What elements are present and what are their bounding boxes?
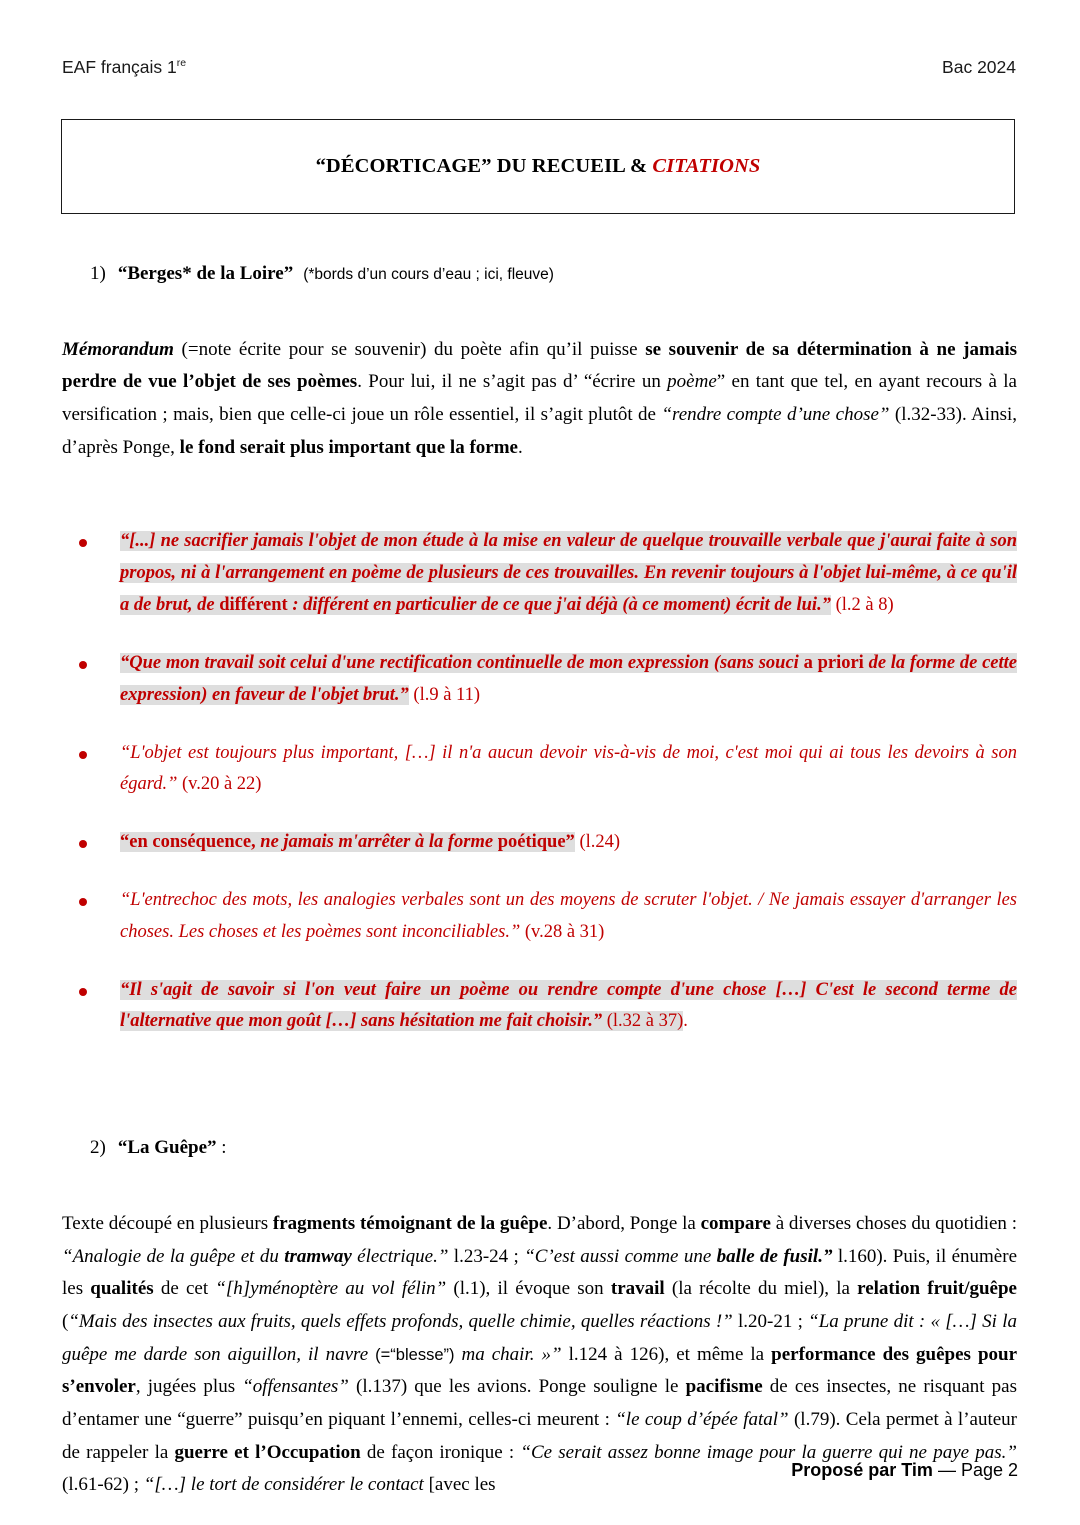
citation-item-3 (62, 738, 1017, 802)
footer-page: — Page 2 (932, 1460, 1018, 1480)
section-1-title: “Berges* de la Loire” (117, 263, 294, 284)
par1-run-a: (=note écrite pour se souvenir) du poète afin qu’il puisse (173, 338, 646, 360)
citation-5-part-1: “L'entrechoc des mots, les analogies verbales sont un des moyens de scruter l'objet. / Ne jamais essayer d'arranger les choses. Les choses et les poèmes sont inconciliables.” (120, 889, 1017, 942)
par2-sans-gloss: (=“blesse”) (375, 1345, 455, 1364)
par2-run-2: . D’abord, Ponge la (547, 1212, 701, 1234)
section-1-paragraph (62, 334, 1017, 465)
par2-run-6: de cet (153, 1278, 216, 1300)
par2-bold-8: guerre et l’Occupation (174, 1441, 361, 1463)
par1-run-e: . (517, 436, 523, 458)
citation-1-reference: (l.2 à 8) (830, 595, 894, 616)
par2-bold-2: compare (700, 1212, 771, 1234)
citation-4-highlight (120, 832, 575, 852)
section-2-number: 2) (90, 1137, 106, 1159)
memorandum-term: Mémorandum (62, 338, 174, 360)
par2-italic-2: électrique.” (351, 1245, 449, 1267)
citation-item-4 (62, 827, 1017, 859)
par2-run-18: [avec les (423, 1474, 496, 1496)
par2-run-4: l.23-24 ; (448, 1245, 525, 1267)
citation-item-1 (62, 526, 1017, 621)
title-accent: CITATIONS (652, 155, 761, 177)
citation-2-reference: (l.9 à 11) (408, 684, 481, 705)
citation-1-part-3: : différent en particulier de ce que j'ai déjà (à ce moment) écrit de lui.” (287, 595, 831, 616)
title-main: “DÉCORTICAGE” DU RECUEIL & (315, 155, 653, 177)
par2-bolditalic-1: tramway (284, 1245, 352, 1267)
section-2-paragraph (62, 1208, 1017, 1502)
par2-run-10: l.20-21 ; (732, 1310, 809, 1332)
citation-2-highlight (120, 653, 1017, 705)
par2-italic-5: “Mais des insectes aux fruits, quels effets profonds, quelle chimie, quelles réactions !” (68, 1310, 733, 1332)
running-header (62, 57, 1016, 78)
citation-2-part-1: “Que mon travail soit celui d'une rectification continuelle de mon expression (sans souci (120, 652, 804, 673)
par2-italic-1: “Analogie de la guêpe et du (62, 1245, 285, 1267)
par2-run-13: (l.137) que les avions. Ponge souligne le (348, 1376, 686, 1398)
citation-item-2 (62, 648, 1017, 712)
document-content (62, 262, 1017, 1502)
par2-bold-5: relation fruit/guêpe (857, 1278, 1017, 1300)
citation-4-reference: (l.24) (574, 832, 621, 853)
par2-run-5: l.160). Puis, il énumère les (62, 1245, 1018, 1300)
par1-run-b: . Pour lui, il ne s’agit pas d’ “écrire un (357, 371, 668, 393)
citation-6-part-1: “Il s'agit de savoir si l'on veut faire un poème ou rendre compte d'une chose […] C'est le second terme de l'alternative que mon goût […] sans hésitation me fait choisir.” (120, 979, 1017, 1032)
citation-1-part-2: différent (219, 595, 288, 616)
par2-run-15: (l.79). Cela permet à l’auteur de rappeler la (62, 1408, 1017, 1463)
citation-6-highlight (120, 980, 1017, 1032)
citation-4-part-mid: ne jamais m'arrêter à la forme (260, 832, 494, 853)
par2-run-7: (l.1), il évoque son (446, 1278, 611, 1300)
par2-italic-7: ma chair. »” (454, 1343, 562, 1365)
par2-bold-6: performance des guêpes pour s’envoler (62, 1343, 1018, 1398)
page-footer (791, 1460, 1018, 1481)
par2-italic-9: “le coup d’épée fatal” (615, 1408, 789, 1430)
citation-item-6 (62, 975, 1017, 1039)
footer-author: Proposé par Tim (791, 1460, 933, 1480)
header-left-superscript: re (176, 57, 187, 70)
par2-italic-11: “[…] le tort de considérer le contact (143, 1474, 424, 1496)
citation-list (62, 526, 1017, 1038)
header-left (62, 57, 186, 78)
title-box (61, 119, 1015, 214)
citation-4-part-1: “en conséquence, (120, 832, 261, 853)
par2-run-9: ( (62, 1310, 69, 1332)
citation-3-part-1: “L'objet est toujours plus important, […] il n'a aucun devoir vis-à-vis de moi, c'est moi qui ai tous les devoirs à son égard.” (120, 742, 1017, 795)
section-1-number: 1) (90, 263, 106, 284)
par2-run-3: à diverses choses du quotidien : (770, 1212, 1017, 1234)
par2-run-14: de ces insectes, ne risquant pas d’entamer une “guerre” puisqu’en piquant l’ennemi, celles-ci meurent : (62, 1376, 1017, 1430)
par2-run-11: l.124 à 126), et même la (561, 1343, 772, 1365)
citation-5-reference: (v.28 à 31) (520, 921, 605, 942)
header-left-text: EAF français 1 (62, 57, 177, 77)
citation-3-reference: (v.20 à 22) (177, 774, 262, 795)
par2-run-16: de façon ironique : (360, 1441, 521, 1463)
par1-run-d: (l.32-33). Ainsi, d’après Ponge, (62, 404, 1017, 458)
citation-2-part-3: de la forme de cette expression) en faveur de l'objet brut.” (120, 652, 1018, 705)
par2-run-12: , jugées plus (135, 1376, 243, 1398)
par1-bold-1: se souvenir de sa détermination à ne jamais perdre de vue l’objet de ses poèmes (62, 338, 1018, 393)
citation-6-tail: . (683, 1011, 688, 1032)
par2-italic-6: “La prune dit : « […] Si la guêpe me darde son aiguillon, il navre (62, 1310, 1017, 1365)
citation-item-5 (62, 885, 1017, 949)
section-2-colon: : (216, 1137, 227, 1159)
citation-1-part-1: “[...] ne sacrifier jamais l'objet de mon étude à la mise en valeur de quelque trouvaille verbale que j'aurai faite à son propos, ni à l'arrangement en poème de plusieurs de ces trouvailles. En revenir toujours à l'objet lui-même, à ce qu'il a de brut, de (120, 531, 1017, 616)
section-2-title: “La Guêpe” (117, 1137, 217, 1159)
par1-run-c: ” en tant que tel, en ayant recours à la versification ; mais, bien que celle-ci joue un rôle essentiel, il s’agit plutôt de (62, 371, 1017, 426)
par2-italic-10: “Ce serait assez bonne image pour la guerre qui ne paye pas.” (520, 1441, 1017, 1463)
par1-bold-2: le fond serait plus important que la forme (179, 436, 518, 458)
header-right: Bac 2024 (942, 57, 1016, 77)
section-1-note: (*bords d’un cours d’eau ; ici, fleuve) (303, 266, 554, 283)
par1-italic-2: “rendre compte d’une chose” (661, 404, 890, 426)
par2-bold-3: qualités (90, 1278, 154, 1300)
citation-6-reference: (l.32 à 37) (602, 1011, 684, 1032)
par2-italic-4: “[h]yménoptère au vol félin” (215, 1278, 447, 1300)
par2-run-17: (l.61-62) ; (62, 1474, 144, 1496)
citation-4-part-tail: poétique” (493, 832, 575, 853)
par2-bold-1: fragments témoignant de la guêpe (272, 1212, 548, 1234)
par2-bolditalic-2: balle de fusil.” (716, 1245, 833, 1267)
par1-italic-1: poème (667, 371, 717, 393)
par2-bold-7: pacifisme (685, 1376, 763, 1398)
par2-italic-3: “C’est aussi comme une (524, 1245, 717, 1267)
section-heading-2 (62, 1136, 1017, 1160)
par2-run-1: Texte découpé en plusieurs (62, 1212, 273, 1234)
par2-italic-8: “offensantes” (242, 1376, 349, 1398)
par2-bold-4: travail (610, 1278, 665, 1300)
page-title (316, 155, 761, 178)
section-heading-1 (62, 262, 1017, 286)
par2-run-8: (la récolte du miel), la (664, 1278, 858, 1300)
citation-2-part-2: a priori (803, 652, 864, 673)
